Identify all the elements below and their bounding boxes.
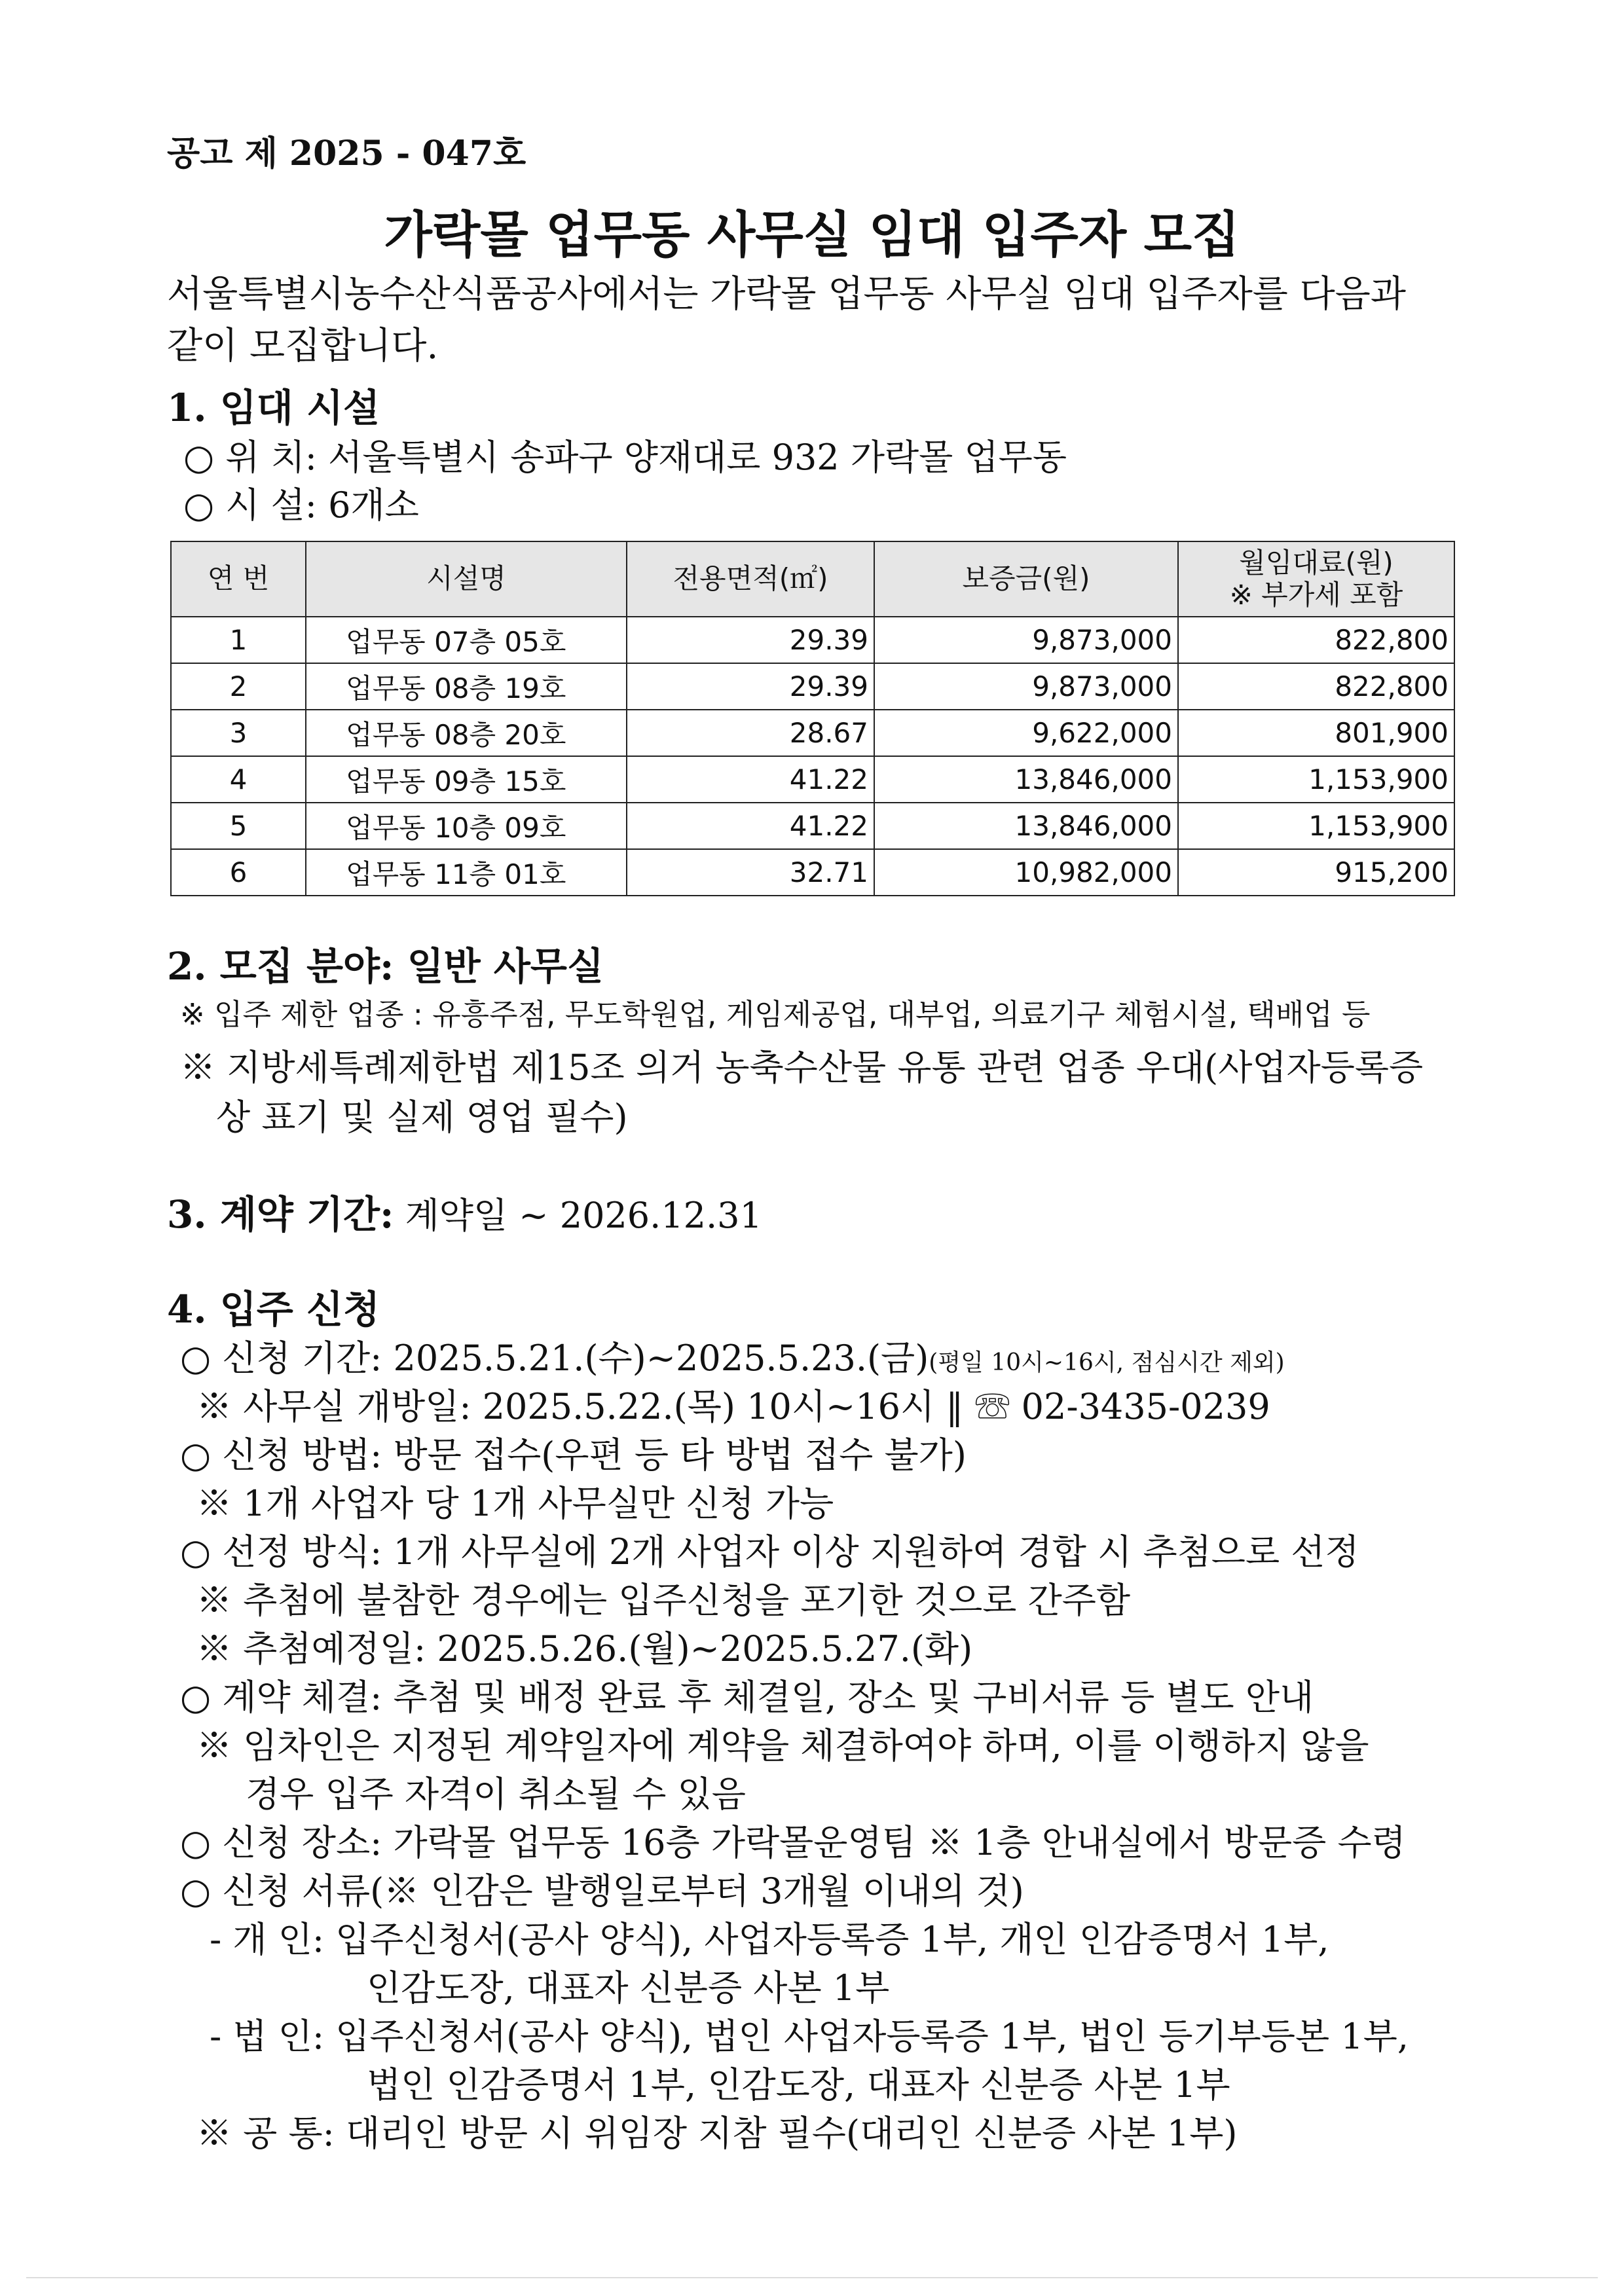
- intro-line-2: 같이 모집합니다.: [167, 325, 439, 367]
- section-1-heading: 1. 임대 시설: [167, 386, 380, 430]
- cell-no: 4: [171, 756, 306, 803]
- table-row: [171, 803, 1454, 849]
- office-open-day: ※ 사무실 개방일: 2025.5.22.(목) 10시~16시 ‖ ☏ 02-3435-0239: [196, 1386, 1270, 1427]
- cell-rent: 822,800: [1178, 663, 1454, 710]
- contract-note-line-2: 경우 입주 자격이 취소될 수 있음: [246, 1774, 746, 1815]
- preferred-business-note-line-1: ※ 지방세특례제한법 제15조 의거 농축수산물 유통 관련 업종 우대(사업자등록증: [180, 1047, 1424, 1088]
- header-facility-name: 시설명: [306, 541, 627, 617]
- cell-deposit: 13,846,000: [874, 756, 1178, 803]
- table-header-row: [171, 541, 1454, 617]
- cell-area: 29.39: [627, 617, 874, 663]
- selection-note-2: ※ 추첨예정일: 2025.5.26.(월)~2025.5.27.(화): [196, 1628, 973, 1669]
- cell-deposit: 10,982,000: [874, 849, 1178, 896]
- facility-count-line: ○ 시 설: 6개소: [183, 484, 419, 526]
- section-4-heading: 4. 입주 신청: [167, 1287, 380, 1332]
- cell-deposit: 9,873,000: [874, 617, 1178, 663]
- section-3-heading: 3. 계약 기간:: [167, 1192, 394, 1237]
- cell-deposit: 9,873,000: [874, 663, 1178, 710]
- notice-number: 공고 제 2025 - 047호: [167, 134, 526, 173]
- application-period: ○ 신청 기간: 2025.5.21.(수)~2025.5.23.(금): [180, 1338, 929, 1379]
- cell-name: 업무동 07층 05호: [306, 617, 627, 663]
- table-row: [171, 617, 1454, 663]
- header-deposit: 보증금(원): [874, 541, 1178, 617]
- individual-documents-line-2: 인감도장, 대표자 신분증 사본 1부: [367, 1967, 890, 2009]
- cell-area: 29.39: [627, 663, 874, 710]
- intro-line-1: 서울특별시농수산식품공사에서는 가락몰 업무동 사무실 임대 입주자를 다음과: [167, 273, 1406, 316]
- cell-deposit: 9,622,000: [874, 710, 1178, 756]
- cell-rent: 801,900: [1178, 710, 1454, 756]
- contract-period-line: [167, 1193, 762, 1237]
- cell-area: 41.22: [627, 803, 874, 849]
- section-2-heading: 2. 모집 분야: 일반 사무실: [167, 944, 604, 989]
- common-documents-note: ※ 공 통: 대리인 방문 시 위임장 지참 필수(대리인 신분증 사본 1부): [196, 2113, 1238, 2154]
- selection-method: ○ 선정 방식: 1개 사무실에 2개 사업자 이상 지원하여 경합 시 추첨으로 선정: [180, 1531, 1359, 1573]
- cell-no: 2: [171, 663, 306, 710]
- cell-no: 1: [171, 617, 306, 663]
- cell-name: 업무동 09층 15호: [306, 756, 627, 803]
- cell-rent: 822,800: [1178, 617, 1454, 663]
- header-rent-line-1: 월임대료(원): [1239, 547, 1393, 579]
- contract-note-line-1: ※ 임차인은 지정된 계약일자에 계약을 체결하여야 하며, 이를 이행하지 않을: [196, 1725, 1369, 1766]
- application-period-note: (평일 10시~16시, 점심시간 제외): [929, 1349, 1285, 1376]
- application-documents: ○ 신청 서류(※ 인감은 발행일로부터 3개월 이내의 것): [180, 1870, 1024, 1912]
- table-row: [171, 663, 1454, 710]
- application-method: ○ 신청 방법: 방문 접수(우편 등 타 방법 접수 불가): [180, 1434, 967, 1476]
- cell-no: 3: [171, 710, 306, 756]
- page-bottom-rule: [26, 2277, 1598, 2278]
- cell-rent: 1,153,900: [1178, 756, 1454, 803]
- table-row: [171, 756, 1454, 803]
- cell-area: 28.67: [627, 710, 874, 756]
- cell-name: 업무동 10층 09호: [306, 803, 627, 849]
- cell-no: 5: [171, 803, 306, 849]
- table-row: [171, 849, 1454, 896]
- application-method-note: ※ 1개 사업자 당 1개 사무실만 신청 가능: [196, 1483, 834, 1524]
- facility-table: [170, 541, 1455, 896]
- header-no: 연 번: [171, 541, 306, 617]
- cell-rent: 1,153,900: [1178, 803, 1454, 849]
- corporate-documents-line-2: 법인 인감증명서 1부, 인감도장, 대표자 신분증 사본 1부: [367, 2064, 1230, 2105]
- cell-no: 6: [171, 849, 306, 896]
- individual-documents-line-1: - 개 인: 입주신청서(공사 양식), 사업자등록증 1부, 개인 인감증명서 1부,: [210, 1919, 1329, 1960]
- header-monthly-rent: [1178, 541, 1454, 617]
- header-area: 전용면적(㎡): [627, 541, 874, 617]
- contract-signing: ○ 계약 체결: 추첨 및 배정 완료 후 체결일, 장소 및 구비서류 등 별도 안내: [180, 1677, 1314, 1718]
- selection-note-1: ※ 추첨에 불참한 경우에는 입주신청을 포기한 것으로 간주함: [196, 1580, 1131, 1621]
- application-period-line: [180, 1338, 1285, 1379]
- cell-name: 업무동 08층 20호: [306, 710, 627, 756]
- cell-rent: 915,200: [1178, 849, 1454, 896]
- cell-deposit: 13,846,000: [874, 803, 1178, 849]
- cell-area: 41.22: [627, 756, 874, 803]
- cell-name: 업무동 08층 19호: [306, 663, 627, 710]
- page-title: 가락몰 업무동 사무실 임대 입주자 모집: [384, 206, 1240, 264]
- cell-name: 업무동 11층 01호: [306, 849, 627, 896]
- location-line: ○ 위 치: 서울특별시 송파구 양재대로 932 가락몰 업무동: [183, 437, 1067, 478]
- restricted-business-note: ※ 입주 제한 업종 : 유흥주점, 무도학원업, 게임제공업, 대부업, 의료기구 체험시설, 택배업 등: [180, 997, 1371, 1032]
- preferred-business-note-line-2: 상 표기 및 실제 영업 필수): [216, 1097, 628, 1138]
- contract-period-value: 계약일 ~ 2026.12.31: [405, 1195, 762, 1236]
- application-place: ○ 신청 장소: 가락몰 업무동 16층 가락몰운영팀 ※ 1층 안내실에서 방문증 수령: [180, 1822, 1406, 1863]
- header-rent-line-2: ※ 부가세 포함: [1229, 578, 1403, 611]
- corporate-documents-line-1: - 법 인: 입주신청서(공사 양식), 법인 사업자등록증 1부, 법인 등기부등본 1부,: [210, 2016, 1409, 2057]
- cell-area: 32.71: [627, 849, 874, 896]
- table-row: [171, 710, 1454, 756]
